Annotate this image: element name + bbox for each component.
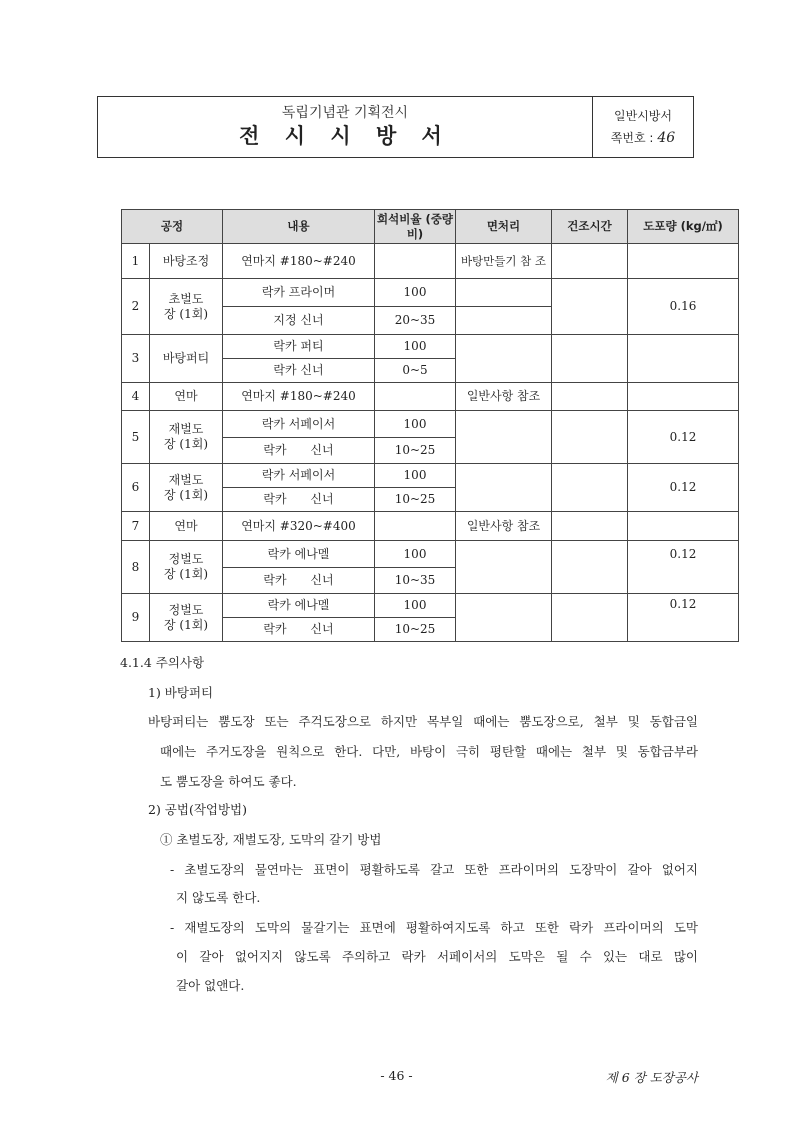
bullet-line: - 재벌도장의 도막의 물갈기는 표면에 평활하여지도록 하고 또한 락카 프라이머의 도막: [170, 920, 698, 935]
col-header-finish: 면처리: [456, 210, 552, 244]
drying-cell: [552, 512, 628, 541]
ratio-cell: [375, 244, 456, 279]
row-number: 3: [122, 335, 150, 383]
bullet-line: 지 않도록 한다.: [176, 890, 261, 905]
content-cell: 락카 에나멜: [223, 594, 375, 618]
row-number: 8: [122, 541, 150, 594]
table-header-row: [122, 210, 739, 244]
col-header-ratio: 희석비율 (중량비): [375, 210, 456, 244]
row-number: 4: [122, 383, 150, 411]
process-name: 바탕퍼티: [150, 335, 223, 383]
content-cell: 지정 신너: [223, 307, 375, 335]
content-cell: 락카 서페이서: [223, 464, 375, 488]
process-name: 바탕조정: [150, 244, 223, 279]
ratio-cell: 100: [375, 335, 456, 359]
coverage-cell: [628, 335, 739, 383]
drying-cell: [552, 541, 628, 594]
coverage-cell: [628, 512, 739, 541]
coverage-cell: [628, 244, 739, 279]
footer-page-number: - 46 -: [380, 1068, 413, 1083]
paragraph-line: 때에는 주거도장을 원칙으로 한다. 다만, 바탕이 극히 평탄할 때에는 철부 및 동합금부라: [160, 744, 698, 759]
row-number: 6: [122, 464, 150, 512]
drying-cell: [552, 411, 628, 464]
content-cell: 연마지 #180~#240: [223, 244, 375, 279]
ratio-cell: [375, 512, 456, 541]
ratio-cell: 100: [375, 464, 456, 488]
ratio-cell: 100: [375, 594, 456, 618]
content-cell: 락카 신너: [223, 488, 375, 512]
page-number: 46: [657, 130, 676, 146]
ratio-cell: 100: [375, 279, 456, 307]
subsection-heading: 1) 바탕퍼티: [148, 685, 214, 700]
table-row: [122, 541, 739, 568]
ratio-cell: 100: [375, 541, 456, 568]
painting-process-table: [121, 209, 739, 642]
finish-cell: 바탕만들기 참 조: [456, 244, 552, 279]
header-subtitle: 독립기념관 기획전시: [281, 105, 409, 121]
row-number: 2: [122, 279, 150, 335]
finish-cell: [456, 464, 552, 512]
ratio-cell: 100: [375, 411, 456, 438]
ratio-cell: 10~25: [375, 618, 456, 642]
row-number: 7: [122, 512, 150, 541]
finish-cell: [456, 279, 552, 307]
content-cell: 락카 퍼티: [223, 335, 375, 359]
finish-cell: [456, 541, 552, 594]
page-label: 쪽번호 :: [610, 131, 654, 145]
content-cell: 락카 신너: [223, 568, 375, 594]
paragraph-line: 바탕퍼티는 뿜도장 또는 주걱도장으로 하지만 목부일 때에는 뿜도장으로, 철부 및 동합금일: [148, 714, 698, 729]
col-header-content: 내용: [223, 210, 375, 244]
footer-chapter: 제 6 장 도장공사: [605, 1070, 698, 1085]
process-name: 재벌도장 (1회): [150, 464, 223, 512]
row-number: 1: [122, 244, 150, 279]
finish-cell: 일반사항 참조: [456, 512, 552, 541]
bullet-line: - 초벌도장의 물연마는 표면이 평활하도록 갈고 또한 프라이머의 도장막이 갈아 없어지: [170, 862, 698, 877]
table-row: [122, 244, 739, 279]
ratio-cell: 0~5: [375, 359, 456, 383]
row-number: 5: [122, 411, 150, 464]
bullet-line: 이 갈아 없어지지 않도록 주의하고 락카 서페이서의 도막은 될 수 있는 대로 많이: [176, 949, 698, 964]
doc-type: 일반시방서: [614, 109, 672, 123]
content-cell: 락카 신너: [223, 618, 375, 642]
content-cell: 락카 신너: [223, 438, 375, 464]
page-info: [611, 127, 675, 149]
process-name: 연마: [150, 383, 223, 411]
col-header-process: 공정: [122, 210, 223, 244]
table-row: [122, 279, 739, 307]
list-item-heading: ① 초벌도장, 재벌도장, 도막의 갈기 방법: [160, 832, 382, 847]
content-cell: 락카 서페이서: [223, 411, 375, 438]
drying-cell: [552, 464, 628, 512]
finish-cell: [456, 411, 552, 464]
finish-cell: 일반사항 참조: [456, 383, 552, 411]
table-row: [122, 594, 739, 618]
content-cell: 락카 프라이머: [223, 279, 375, 307]
ratio-cell: 10~25: [375, 438, 456, 464]
table-row: [122, 335, 739, 359]
process-name: 정벌도장 (1회): [150, 541, 223, 594]
drying-cell: [552, 335, 628, 383]
content-cell: 락카 신너: [223, 359, 375, 383]
table-row: [122, 383, 739, 411]
header-title: 전 시 시 방 서: [239, 124, 451, 148]
coverage-cell: 0.12: [628, 464, 739, 512]
table-row: [122, 512, 739, 541]
coverage-cell: [628, 383, 739, 411]
ratio-cell: 10~25: [375, 488, 456, 512]
drying-cell: [552, 594, 628, 642]
finish-cell: [456, 594, 552, 642]
table-row: [122, 411, 739, 438]
finish-cell: [456, 307, 552, 335]
col-header-coverage: 도포량 (kg/㎡): [628, 210, 739, 244]
section-heading: 4.1.4 주의사항: [120, 655, 205, 670]
bullet-line: 갈아 없앤다.: [176, 978, 245, 993]
content-cell: 연마지 #180~#240: [223, 383, 375, 411]
finish-cell: [456, 335, 552, 383]
subsection-heading: 2) 공법(작업방법): [148, 802, 248, 817]
coverage-cell: 0.12: [628, 594, 739, 642]
header-title-block: [98, 97, 593, 157]
ratio-cell: [375, 383, 456, 411]
process-name: 재벌도장 (1회): [150, 411, 223, 464]
row-number: 9: [122, 594, 150, 642]
drying-cell: [552, 244, 628, 279]
ratio-cell: 20~35: [375, 307, 456, 335]
table-row: [122, 464, 739, 488]
coverage-cell: 0.16: [628, 279, 739, 335]
process-name: 초벌도장 (1회): [150, 279, 223, 335]
coverage-cell: 0.12: [628, 541, 739, 594]
content-cell: 연마지 #320~#400: [223, 512, 375, 541]
document-header: [97, 96, 694, 158]
col-header-drying: 건조시간: [552, 210, 628, 244]
coverage-cell: 0.12: [628, 411, 739, 464]
paragraph-line: 도 뿜도장을 하여도 좋다.: [160, 774, 297, 789]
ratio-cell: 10~35: [375, 568, 456, 594]
drying-cell: [552, 279, 628, 335]
content-cell: 락카 에나멜: [223, 541, 375, 568]
header-info-block: [593, 97, 693, 157]
process-name: 연마: [150, 512, 223, 541]
process-name: 정벌도장 (1회): [150, 594, 223, 642]
drying-cell: [552, 383, 628, 411]
